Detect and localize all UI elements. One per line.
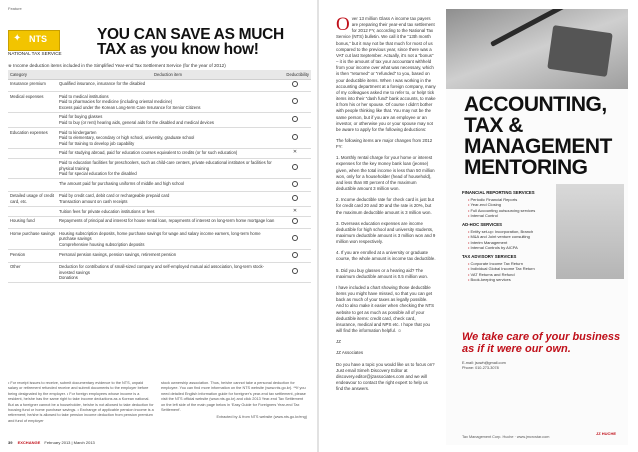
table-row (8, 262, 311, 283)
row-category (8, 207, 57, 217)
row-category: Education expenses (8, 128, 57, 149)
deduction-item: Paid for studying abroad, paid for education courses equivalent to credits (or for such education) (59, 150, 238, 156)
ad-service-item: • VAT Returns and Refund (468, 272, 552, 278)
row-category (8, 158, 57, 179)
drop-cap: O (336, 14, 350, 35)
row-items (57, 262, 279, 283)
deduction-item: Paid for buying glasses (59, 114, 103, 120)
nts-logo (8, 30, 60, 51)
circle-icon (292, 181, 298, 187)
deduction-item: Housing subscription deposits, home purchase savings for wage and salary income earners, long-term home purchase savings (59, 230, 261, 242)
deductibility-mark (279, 250, 311, 263)
deduction-item: Donations (59, 275, 78, 281)
article-paragraph: 2. Income deductible rate for check card is just but for credit card 20 and 30 and the rate is 20%, but the maximum deductible amount is 3 million won. (336, 197, 434, 215)
deductibility-mark (279, 79, 311, 92)
deductibility-mark (279, 179, 311, 192)
ad-service-item: • Periodic Financial Reports (468, 197, 552, 203)
page-footer (8, 440, 95, 445)
table-row (8, 250, 311, 263)
table-header-row (8, 70, 311, 79)
deduction-item: Paid to elementary, secondary or high school, university, graduate school (59, 135, 195, 141)
ad-section-heading: FINANCIAL REPORTING SERVICES (462, 190, 535, 195)
circle-icon (292, 235, 298, 241)
deduction-item: Deduction for contributions of small-sized company and self-employed mutual aid association, long-term stock-invested savings (59, 264, 265, 275)
deduction-item: Paid to buy (or rent) hearing aids, general aids for the disabled and medical devices (59, 120, 215, 126)
circle-icon (292, 252, 298, 258)
calculator-image (547, 25, 613, 77)
deduction-item: Paid by credit card, debit card or rechargeable prepaid card (59, 193, 170, 199)
article-paragraph: JZ Associates (336, 350, 364, 356)
table-row (8, 158, 311, 179)
row-category (8, 112, 57, 127)
deductibility-mark (279, 148, 311, 158)
ad-title-line: MANAGEMENT (464, 135, 612, 158)
deductibility-mark (279, 128, 311, 149)
deduction-item: Repayments of principal and interest for house rental loan, repayments of interest on long-term home mortgage loan (59, 218, 275, 224)
row-items (57, 92, 279, 113)
logo-caption: NATIONAL TAX SERVICE (8, 51, 62, 56)
ad-photo (446, 9, 628, 89)
circle-icon (292, 268, 298, 274)
table-row (8, 191, 311, 206)
circle-icon (292, 218, 298, 224)
row-category: Other (8, 262, 57, 283)
ad-title-line: MENTORING (464, 156, 588, 179)
deduction-table (8, 70, 311, 283)
row-category (8, 148, 57, 158)
table-row (8, 148, 311, 158)
circle-icon (292, 98, 298, 104)
source-credit: Extracted by & from NTS website (www.nts.go.kr/eng) (216, 415, 307, 420)
ad-logo: JZ HUCHE (596, 431, 617, 436)
page-title: YOU CAN SAVE AS MUCH TAX as you know how! (97, 26, 284, 58)
deductibility-mark (279, 92, 311, 113)
row-items (57, 148, 279, 158)
table-row (8, 179, 311, 192)
ad-service-list (462, 229, 552, 251)
deduction-item: Excess paid under the Korean Long-term Care Insurance for Senior Citizens (59, 104, 201, 110)
deduction-item: Paid to medical institutions (59, 93, 109, 99)
row-items (57, 79, 279, 92)
deductibility-mark (279, 229, 311, 250)
deduction-item: Qualified insurance, insurance for the disabled (59, 81, 146, 87)
circle-icon (292, 116, 298, 122)
row-items (57, 207, 279, 217)
deduction-item: Paid for special education for the disabled (59, 171, 137, 177)
ad-phone: Phone: 010-273-3078 (462, 366, 499, 371)
deduction-item: Paid to education facilities for preschoolers, such as child-care centers, private educational institutes or facilities for physical training (59, 160, 272, 171)
magazine-name: EXCHANGE (17, 440, 41, 445)
row-category: Home purchase savings (8, 229, 57, 250)
row-items (57, 216, 279, 229)
circle-icon (292, 164, 298, 170)
ad-title-line: TAX & (464, 114, 523, 137)
table-row (8, 128, 311, 149)
ad-section-heading: AD-HOC SERVICES (462, 221, 503, 227)
table-row (8, 79, 311, 92)
header-category: Category (8, 70, 57, 79)
table-intro: ※ Income deduction items included in the Simplified Year-end Tax Settlement Service (for the year of 2012) (8, 63, 226, 68)
deductibility-mark (279, 216, 311, 229)
issue-date: February 2013 | March 2013 (44, 440, 95, 445)
ad-section-heading: TAX ADVISORY SERVICES (462, 253, 517, 259)
table-row (8, 216, 311, 229)
section-label: Feature (8, 6, 22, 11)
article-paragraph: 4. If you are enrolled at a university or graduate course, the whole amount is income tax deductible. (336, 250, 436, 262)
ad-service-item: • Entity set-up: Incorporation, Branch (468, 229, 552, 235)
header-item: Deduction item (57, 70, 279, 79)
x-mark-icon: ✕ (292, 207, 298, 214)
header-deductibility: Deductibility (279, 70, 311, 79)
ad-email: E-mail: jsowh@gmail.com (462, 361, 506, 365)
deduction-item: Transaction amount on cash receipts (59, 199, 128, 204)
ad-service-item: • Full Accounting outsourcing services (468, 208, 552, 214)
row-category: Pension (8, 250, 57, 263)
deductibility-mark (279, 262, 311, 283)
ad-title-line: ACCOUNTING, (464, 93, 607, 116)
article-paragraph: 3. Overseas education expenses are income deductible for high school and university students, maximum deductible amount is 3 million won and 9 million won respectively. (336, 220, 436, 245)
ad-company: Tax Management Corp. Huche · www.jmcrcstar.com (462, 435, 550, 439)
row-category: Insurance premium (8, 79, 57, 92)
table-row (8, 229, 311, 250)
x-mark-icon: ✕ (292, 149, 298, 156)
advertisement (446, 9, 628, 445)
article-paragraph: 5. Did you buy glasses or a hearing aid? The maximum deductible amount is 0.5 million won. (336, 267, 428, 279)
article-first-paragraph (336, 16, 436, 133)
deductibility-mark (279, 207, 311, 217)
ad-title (464, 94, 612, 178)
ad-slogan: We take care of your business as if it were our own. (462, 331, 621, 355)
circle-icon (292, 81, 298, 87)
row-items (57, 112, 279, 127)
ad-service-item: • Internal Controls by AICPA (468, 245, 552, 251)
ad-image (556, 184, 624, 279)
ad-service-list (462, 261, 552, 283)
circle-icon (292, 195, 298, 201)
article-paragraph: JZ (336, 339, 341, 345)
row-items (57, 128, 279, 149)
table-row (8, 207, 311, 217)
footnote-left: • For receipt issues to receive, submit documentary evidence to the NTS, unpaid salary or retirement refunded receive and submit documents to the employer before being designated by the employer. • For foreign employees whose income is a resident, he/she has the same right to take income deductions as a Korean national. But as a foreigner cannot be a householder, he/she is not allowed to take deduction for housing fund or home purchase savings. • Exchange of applicable pension income is a retirement; he/she is allowed to take pension income deduction from pension premium and fund of employer (8, 381, 154, 423)
footnote-right-text: stock ownership association. Thus, he/she cannot take a personal deduction for employee. You can find more information on the NTS website (www.nts.go.kr). **If you need detailed English information guide for foreigner’s year-end tax settlement, please visit the NTS official website (www.nts.go.kr) and click 2013 Year-end Tax Settlement on the left side of the main page below in ‘Easy Guide for Foreigners Year-end Tax Settlement’. (161, 381, 306, 413)
page-number: 39 (8, 440, 13, 445)
deduction-item: The amount paid for purchasing uniforms of middle and high school (59, 180, 184, 186)
table-body (8, 79, 311, 283)
deduction-item: Personal pension savings, pension savings, retirement pension (59, 251, 177, 257)
deduction-item: Tuition fees for private education institutions or fees (59, 208, 155, 214)
deduction-item: Paid to kindergarten (59, 129, 97, 135)
row-category: Housing fund (8, 216, 57, 229)
table-row (8, 92, 311, 113)
deductibility-mark (279, 191, 311, 206)
ad-service-lists (462, 187, 552, 285)
article-paragraph: ver 13 million Glass A income tax payers are preparing their year-end tax settlement for 2012 FY, according to the National Tax Service (NTS) bulletin. We call it the “13th month bonus,” but it may not be that much for most of us compared to the previous year, since there was a VAT cut last September. Actually, it’s not a “bonus” – it is the amount of tax your accountant withheld from your income over what was necessary, which is then “returned” or “refunded” to you, based on your deductible items. When I was working in the accounting department at a foreign company, many of my colleagues asked me to refer to, or help! tick items into their “dash fund” bank accounts, to make it from his or her spouse. Of course I didn’t bother with people thinking like that. You may not be the same person, but if you are an employee or an investor, or otherwise you or your spouse may not be aware to apply for the following deductions: (336, 16, 436, 132)
ad-service-list (462, 197, 552, 219)
logo-text: NTS (29, 34, 47, 44)
ad-service-item: • Individual Global Income Tax Return (468, 266, 552, 272)
ad-service-item: • Book-keeping services (468, 277, 552, 283)
ad-service-item: • Corporate Income Tax Return (468, 261, 552, 267)
ad-service-item: • Internal Control (468, 213, 552, 219)
article-paragraph: 1. Monthly rental charge for your home or interest expenses for the key money bank loan (jeonse) given, when the total income is less than 50 million won, only for a householder (head of household), and less than 80 percent of the maximum deductible amount 3 million won. (336, 155, 435, 192)
ad-service-item: • Interim Management (468, 240, 552, 246)
row-category: Detailed usage of credit card, etc. (8, 191, 57, 206)
ad-service-item: • Year-end Closing (468, 202, 552, 208)
deduction-item: Paid to pharmacies for medicine (including oriental medicine) (59, 99, 173, 105)
ad-service-item: • M&A and Joint venture consulting (468, 234, 552, 240)
row-items (57, 250, 279, 263)
row-items (57, 158, 279, 179)
row-items (57, 179, 279, 192)
left-page (0, 0, 318, 452)
row-items (57, 191, 279, 206)
row-category (8, 179, 57, 192)
ad-contact (462, 361, 506, 371)
article-body (336, 16, 436, 397)
deduction-item: Paid for training to develop job capability (59, 140, 135, 146)
article-paragraph: Do you have a topic you would like us to focus on? Just email Simeh Discovery Editor at discovery.editor@jzassociates.com and we will endeavour to contact the right expert to help us find the answers. (336, 361, 435, 392)
circle-icon (292, 134, 298, 140)
table-row (8, 112, 311, 127)
deductibility-mark (279, 112, 311, 127)
row-items (57, 229, 279, 250)
star-icon: ✦ (13, 33, 22, 44)
deductibility-mark (279, 158, 311, 179)
footnote-right (161, 381, 307, 421)
article-paragraph: The following items are major changes from 2012 FY: (336, 137, 433, 150)
deduction-item: Comprehensive housing subscription deposits (59, 241, 145, 247)
row-category: Medical expenses (8, 92, 57, 113)
article-paragraph: I have included a chart showing those deductible items you might have missed, so that you can get back as much of your taxes as legally possible. And to also make it easier when checking the NTS website to get as much as possible all of your deductible items: credit card, check card, insurance, medical and NPS etc. I hope that you will find the information helpful. ☺ (336, 284, 435, 334)
